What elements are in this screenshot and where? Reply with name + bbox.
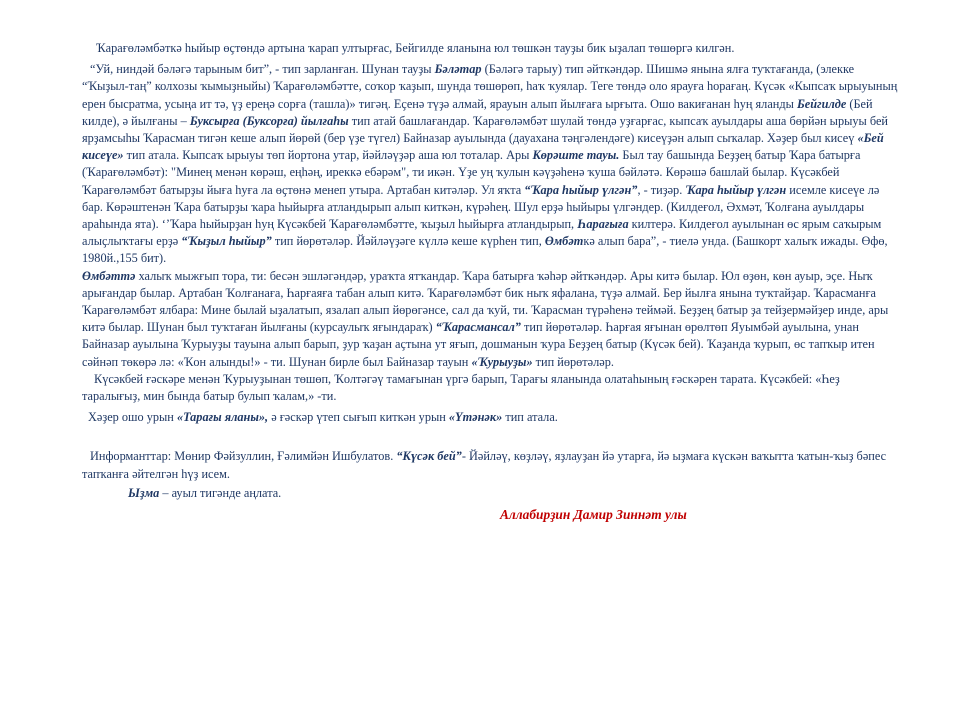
emphasized-term: Һарағыға <box>577 217 629 232</box>
text-run: тип йөрөтәләр. <box>532 354 614 369</box>
paragraph <box>82 409 900 426</box>
text-run: , - тиҙәр. <box>637 182 686 197</box>
emphasized-term: “Күсәк бей” <box>396 449 462 464</box>
text-run: тип йөрөтәләр. Йәйләүҙәге күллә кеше күрһен тип, <box>271 234 545 249</box>
emphasized-term: «Үтәнәк» <box>448 410 503 425</box>
paragraph <box>82 61 900 267</box>
text-run: Ҡарағөләмбәткә һыйыр өҫтөндә артына ҡарап ултырғас, Бейгилде яланына юл төшкән тауҙы бик ыҙалап төшөргә килгән. <box>96 41 735 55</box>
text-run: килтерә. Килдеғол ауылынан өс ярым саҡырым алыҫлыҡтағы ерҙә <box>82 217 882 249</box>
document-body <box>82 40 900 524</box>
text-run: – ауыл тигәнде аңлата. <box>159 485 282 500</box>
paragraph <box>82 448 900 482</box>
emphasized-term: “Ҡара һыйыр үлгән” <box>524 182 638 197</box>
emphasized-term: Бейгилде <box>796 96 847 111</box>
text-run: кә алып бара”, - тиелә унда. (Башкорт халыҡ ижады. Өфө, 1980й.,155 бит). <box>82 234 888 266</box>
text-run: Был тау башында Беҙҙең батыр Ҡара батырға (Ҡарағөләмбәт): "Минең менән көрәш, еңһәң, иреккә ебәрәм", ти икән. Үҙе уң ҡулын кәүҙәһенә ҡуша бәйләтә. Көрәшә башлай былар. Күсәкбей Ҡарағөләмбәт батырҙы йыға һуға ла өҫтөнә менеп утыра. Артабан китәләр. Ул яҡта <box>82 148 861 197</box>
text-run: Күсәкбей ғәскәре менән Ҡурыуҙынан төшөп, Ҡолтәгәү тамағынан үргә барып, Тарағы яланында олатаһының ғәскәрен тарата. Күсәкбей: «Һеҙ таралығыҙ, мин бында батыр булып ҡалам,» -ти. <box>82 371 840 404</box>
paragraph <box>82 40 900 57</box>
emphasized-term: «Бей кисеүе» <box>82 131 884 163</box>
emphasized-term: Өмбәт <box>544 234 584 249</box>
emphasized-term: Ҡара һыйыр үлгән <box>685 182 787 197</box>
emphasized-term: «Тарағы яланы», <box>176 410 269 425</box>
text-run: халыҡ мыжғып тора, ти: бесән эшләгәндәр, ураҡта ятҡандар. Ҡара батырға ҡәһәр әйткәндәр. Ары китә былар. Юл өҙөн, көн ауыр, эҫе. Ныҡ арығандар былар. Артабан Ҡолғанаға, Һарғаяға табан алып китә. Ҡарағөләмбәт бик ныҡ яфалана, түҙә алмай. Бер йылға янына туҡтайҙар. Ҡарасманға Ҡарағөләмбәт ялбара: Мине былай ыҙалатып, язалап алып йөрөгәнсе, сал да ҡуй, ти. Ҡарасман түрәһенә теймәй. Беҙҙең батыр ҙа тейҙермәйҙер инде, ары китә былар. Шунан был туҡтаған йылғаны (курсаулыҡ яғындараҡ) <box>82 268 889 335</box>
author-signature: Аллабирҙин Дамир Зиннәт улы <box>500 507 687 523</box>
paragraph <box>82 371 900 405</box>
text-run: Информанттар: Мөнир Фәйзуллин, Ғәлимйән Ишбулатов. <box>90 449 397 464</box>
text-run: тип атай башлағандар. Ҡарағөләмбәт шулай төндә уҙғарғас, кыпсаҡ ауылдары аша бөрйән ырыуы бей ярҙамсыһы Ҡарасман тигән кеше алып йөрөй (бер үҙе түгел) Байназар ауылында (дауахана тәңгәлендәге) кисеүҙән алып сыҡалар. Хәҙер был кисеү <box>82 113 888 146</box>
text-run: тип атала. Кыпсаҡ ырыуы төп йортона утар, йәйләүҙәр аша юл тоталар. Ары <box>123 148 533 163</box>
text-run: Хәҙер ошо урын <box>88 410 177 425</box>
emphasized-term: Көрәште тауы. <box>532 148 620 163</box>
text-run: “Уй, ниндәй бәләгә тарыным бит”, - тип зарланған. Шунан тауҙы <box>90 62 435 77</box>
text-run: (Бәләгә тарыу) тип әйткәндәр. Шишмә янына ялға туҡтағанда, (элекке “Ҡыҙыл-таң” колхозы ҡымыҙныйы) Ҡарағөләмбәтте, соҡор ҡаҙып, шунда төшөрөп, һаҡ ҡуялар. Теге төндә оло ярауға һорағаң. Күсәк «Кыпсаҡ ырыуының ерен бысратма, усыңа ит тә, үҙ ереңә сорға (ташла)» тигәң. Еҫенә түҙә алмай, ярауын алып йылғаға ырғыта. Ошо вакиғанан һуң яланды <box>82 62 898 111</box>
text-run: исемле кисеүе лә бар. Көрәштенән Ҡара батырҙы ҡара һыйырға атландырып алып киткән, күрәһең. Шул ерҙә һыйыры үлгәндер. (Килдеғол, Әхмәт, Ҡолғана ауылдары араһында ята). ‘’Ҡара һыйырҙан һуң Күсәкбей Ҡарағөләмбәтте, ҡыҙыл һыйырға атландырып, <box>82 182 880 232</box>
emphasized-term: Бәләтар <box>434 62 482 77</box>
emphasized-term: Ыҙма <box>128 485 160 500</box>
text-run: ә ғәскәр үтеп сығып киткән урын <box>268 410 449 425</box>
paragraph <box>82 268 900 371</box>
text-run: (Бей килде), ә йылғаны – <box>82 96 873 128</box>
paragraph <box>82 485 900 502</box>
emphasized-term: «Ҡурыуҙы» <box>471 354 533 369</box>
text-run: тип йөрөтәләр. Һарғая яғынан өрөлтөп Яуымбәй ауылына, унан Байназар ауылына Ҡурыуҙы тауына алып барып, ҙур ҡаҙан аҫтына ут яғып, дошманын ҡура Беҙҙең батыр (Күсәк бей). Ҡаҙанда ҡурып, өс тапҡыр итен сәйнәп төкөрә лә: «Ҡон алындыǃ» - ти. Шунан бирле был Байназар тауын <box>82 320 875 369</box>
text-run: тип атала. <box>502 410 558 425</box>
emphasized-term: Өмбәттә <box>82 268 136 283</box>
text-run: - Йәйләү, көҙләү, яҙлауҙан йә утарға, йә ыҙмаға күскән ваҡытта ҡатын-ҡыҙ бәпес тапҡанға әйтелгән һүҙ исем. <box>82 449 887 481</box>
emphasized-term: “Ҡыҙыл һыйыр” <box>181 234 272 249</box>
emphasized-term: Буксырға (Буксорға) йылғаһы <box>189 113 349 128</box>
emphasized-term: “Ҡарасмансал” <box>435 320 521 335</box>
